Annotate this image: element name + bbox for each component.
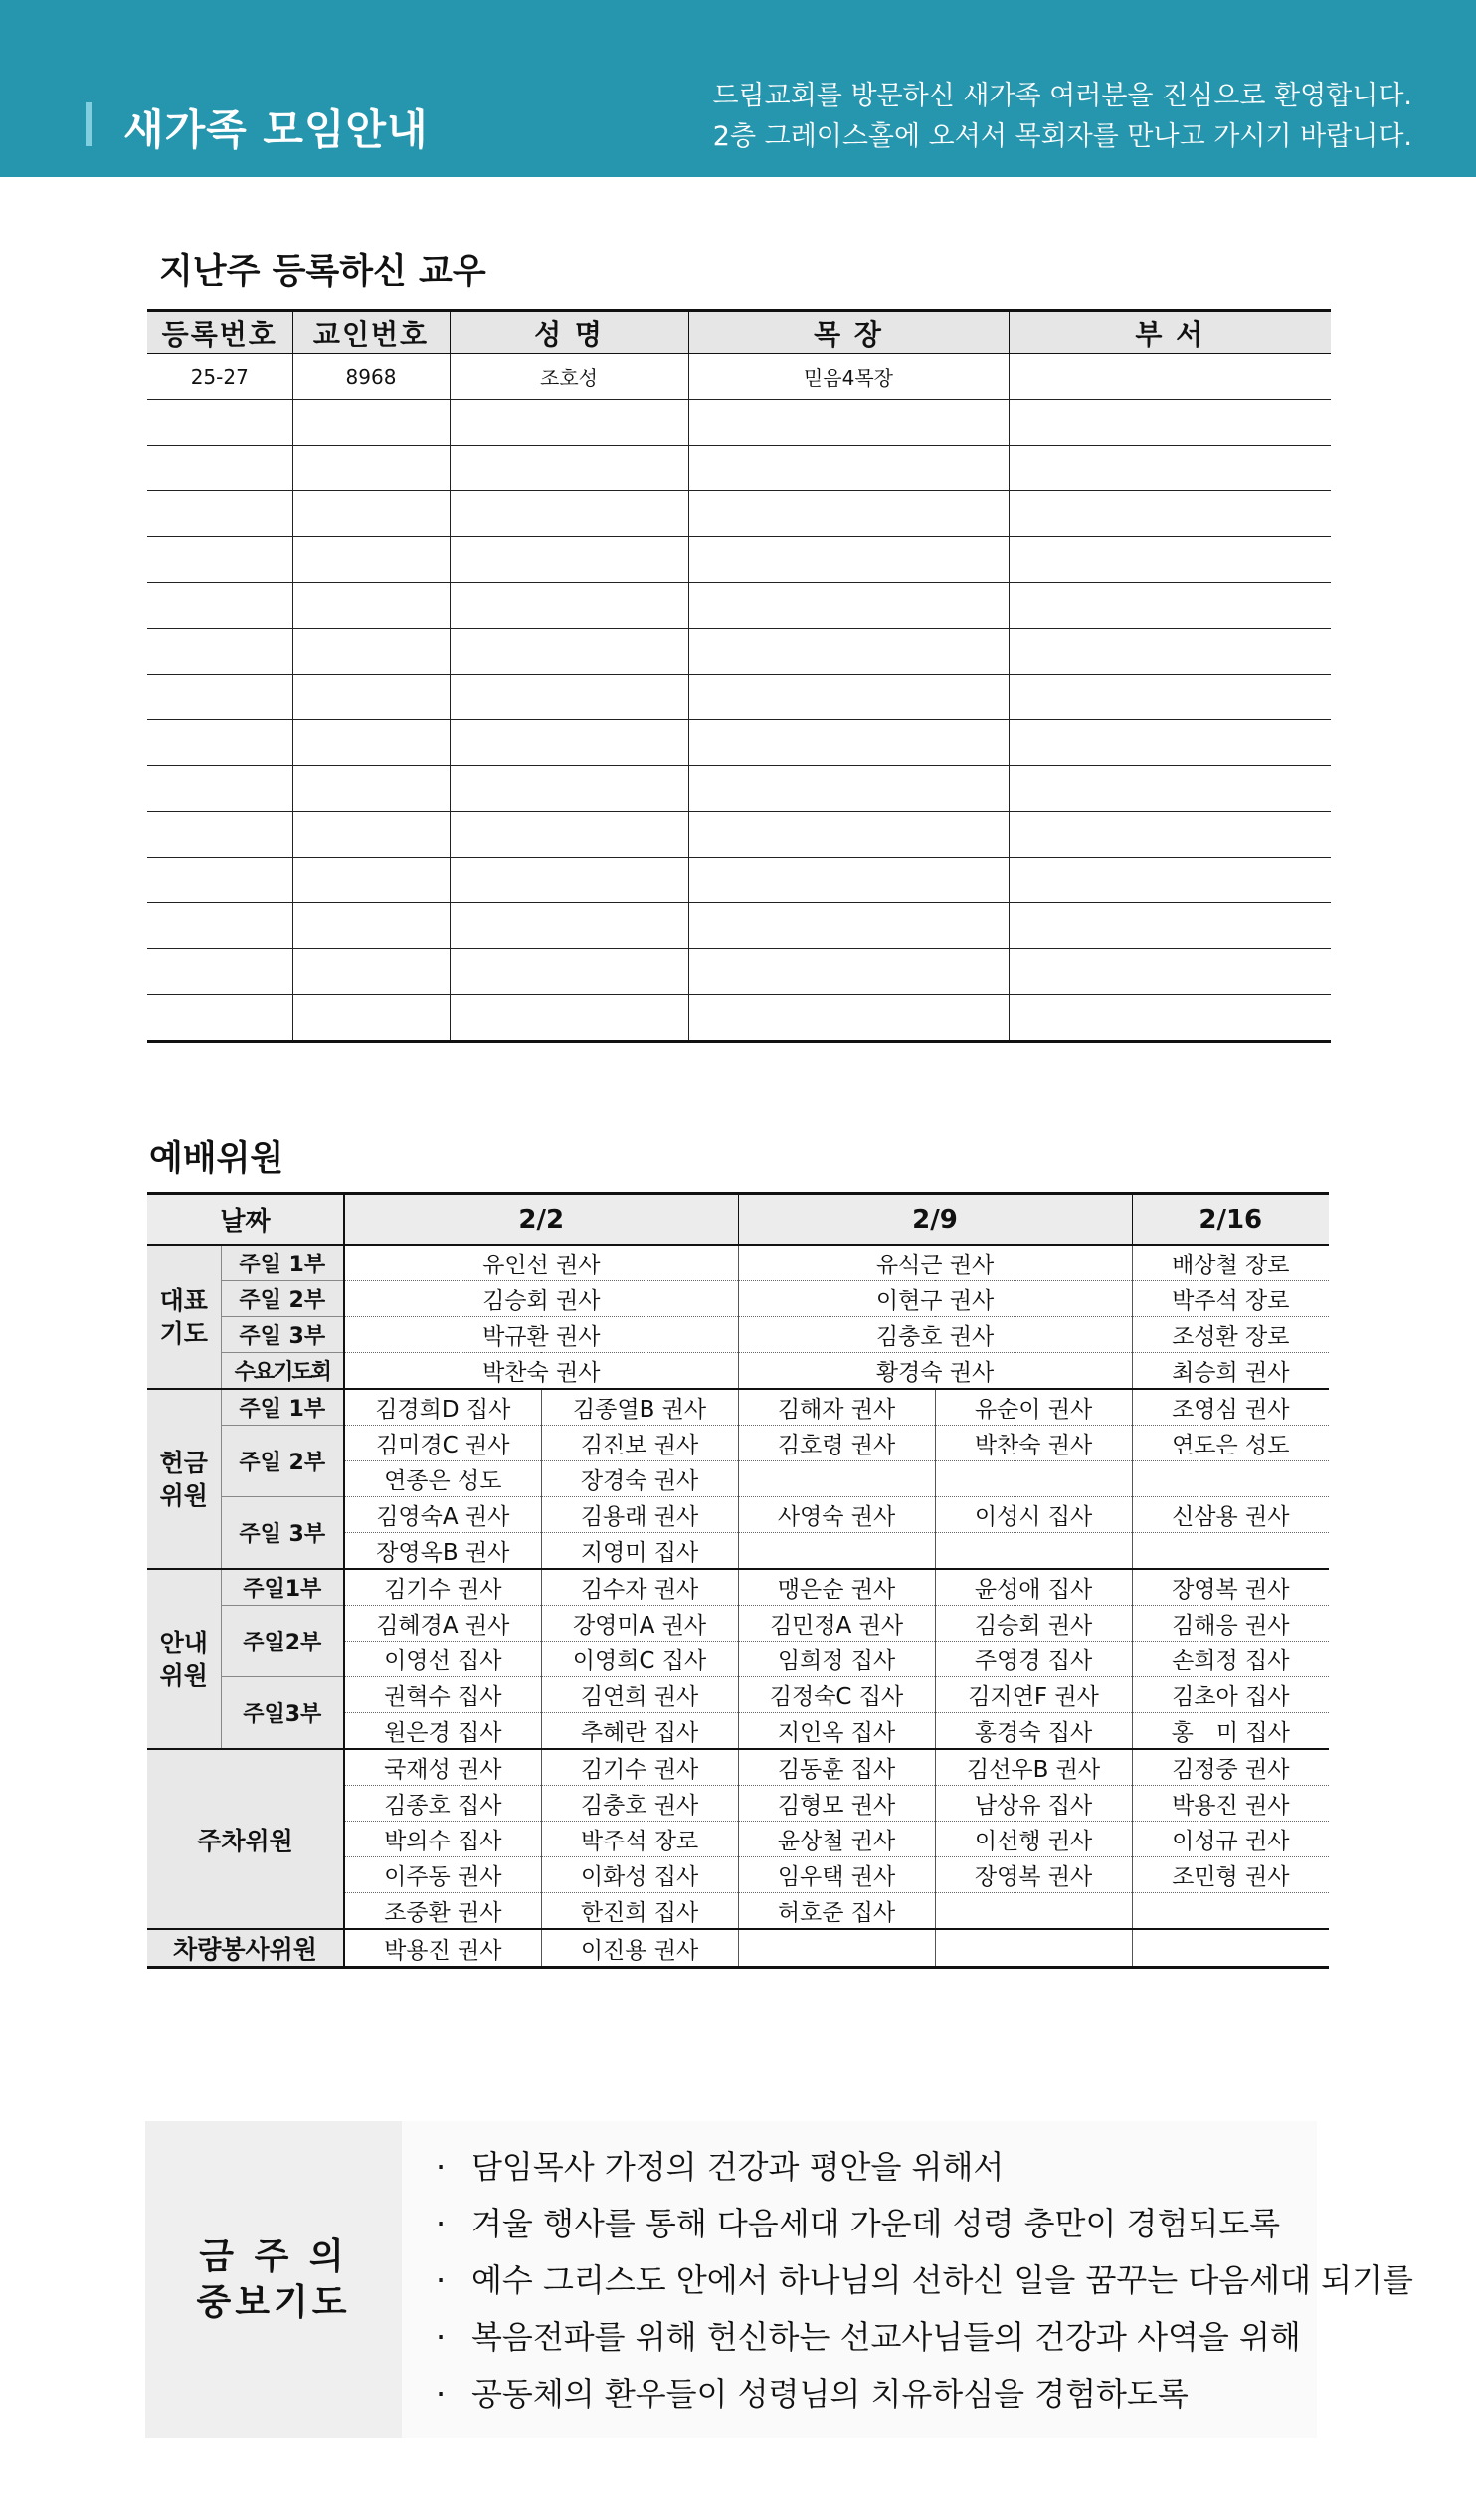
table-row: [147, 1317, 1329, 1353]
table-row: [147, 1353, 1329, 1390]
column-header: 목 장: [688, 311, 1009, 354]
person-cell: 박찬숙 권사: [935, 1426, 1132, 1461]
table-row: [147, 766, 1331, 812]
person-cell: 국재성 권사: [344, 1749, 541, 1786]
table-cell: [1009, 949, 1331, 995]
person-cell: 이현구 권사: [738, 1281, 1132, 1317]
person-cell: 사영숙 권사: [738, 1497, 935, 1533]
table-cell: [1009, 629, 1331, 675]
group-label-offering: 헌금 위원: [147, 1389, 221, 1569]
person-cell: 조성환 장로: [1132, 1317, 1329, 1353]
table-cell: 25-27: [147, 354, 292, 400]
person-cell: 추혜란 집사: [541, 1713, 738, 1750]
person-cell: 이영희C 집사: [541, 1642, 738, 1677]
service-label: 수요기도회: [221, 1353, 344, 1390]
table-cell: [688, 491, 1009, 537]
person-cell: 이화성 집사: [541, 1857, 738, 1893]
table-cell: [147, 766, 292, 812]
table-cell: [688, 720, 1009, 766]
table-cell: [450, 903, 688, 949]
prayer-item: · 겨울 행사를 통해 다음세대 가운데 성령 충만이 경험되도록: [436, 2205, 1281, 2242]
table-cell: [1009, 537, 1331, 583]
person-cell: 허호준 집사: [738, 1893, 935, 1930]
table-cell: [450, 995, 688, 1042]
person-cell: [935, 1929, 1132, 1968]
table-cell: [292, 446, 450, 491]
person-cell: 김연희 권사: [541, 1677, 738, 1713]
table-row: [147, 1426, 1329, 1461]
table-cell: [1009, 491, 1331, 537]
person-cell: 김수자 권사: [541, 1569, 738, 1606]
group-label-parking: 주차위원: [147, 1749, 344, 1929]
service-label: 주일 3부: [221, 1317, 344, 1353]
column-header: 교인번호: [292, 311, 450, 354]
table-cell: [147, 812, 292, 858]
table-cell: [688, 675, 1009, 720]
table-cell: [292, 720, 450, 766]
person-cell: 임우택 권사: [738, 1857, 935, 1893]
table-cell: [292, 675, 450, 720]
person-cell: 김충호 권사: [738, 1317, 1132, 1353]
person-cell: 한진희 집사: [541, 1893, 738, 1930]
table-cell: [688, 400, 1009, 446]
table-cell: [292, 949, 450, 995]
person-cell: 유순이 권사: [935, 1389, 1132, 1426]
person-cell: 김영숙A 권사: [344, 1497, 541, 1533]
table-cell: [147, 491, 292, 537]
table-cell: [688, 995, 1009, 1042]
person-cell: 유석근 권사: [738, 1245, 1132, 1281]
person-cell: 이성규 권사: [1132, 1822, 1329, 1857]
person-cell: 지영미 집사: [541, 1533, 738, 1570]
table-cell: [1009, 583, 1331, 629]
person-cell: [935, 1533, 1132, 1570]
table-cell: [450, 491, 688, 537]
person-cell: 김용래 권사: [541, 1497, 738, 1533]
table-cell: [450, 446, 688, 491]
service-label: 주일 1부: [221, 1389, 344, 1426]
person-cell: [738, 1929, 935, 1968]
table-cell: [450, 629, 688, 675]
service-label: 주일1부: [221, 1569, 344, 1606]
date-label: 날짜: [147, 1194, 344, 1246]
person-cell: [1132, 1461, 1329, 1497]
person-cell: 장영복 권사: [935, 1857, 1132, 1893]
header-accent-bar: [86, 102, 92, 146]
table-cell: [450, 858, 688, 903]
person-cell: 김종열B 권사: [541, 1389, 738, 1426]
person-cell: 이성시 집사: [935, 1497, 1132, 1533]
table-cell: [147, 400, 292, 446]
person-cell: 원은경 집사: [344, 1713, 541, 1750]
group-label-vehicle: 차량봉사위원: [147, 1929, 344, 1968]
table-row: [147, 903, 1331, 949]
table-cell: [688, 766, 1009, 812]
person-cell: 홍경숙 집사: [935, 1713, 1132, 1750]
person-cell: [738, 1461, 935, 1497]
person-cell: 김정숙C 집사: [738, 1677, 935, 1713]
table-cell: 조호성: [450, 354, 688, 400]
bullet: ·: [436, 2318, 447, 2356]
table-cell: [292, 995, 450, 1042]
column-header: 등록번호: [147, 311, 292, 354]
person-cell: 김동훈 집사: [738, 1749, 935, 1786]
table-row: [147, 1606, 1329, 1642]
person-cell: 김충호 권사: [541, 1786, 738, 1822]
person-cell: 장영복 권사: [1132, 1569, 1329, 1606]
person-cell: [935, 1461, 1132, 1497]
table-row: [147, 675, 1331, 720]
person-cell: 강영미A 권사: [541, 1606, 738, 1642]
table-row: [147, 1389, 1329, 1426]
person-cell: 김기수 권사: [541, 1749, 738, 1786]
page-title: 새가족 모임안내: [123, 105, 429, 154]
service-label: 주일 1부: [221, 1245, 344, 1281]
table-cell: [1009, 354, 1331, 400]
date-header-row: [147, 1194, 1329, 1246]
table-cell: [450, 766, 688, 812]
bullet: ·: [436, 2261, 447, 2299]
prayer-label-line-2: 중보기도: [196, 2281, 351, 2323]
table-row: [147, 400, 1331, 446]
person-cell: 홍 미 집사: [1132, 1713, 1329, 1750]
person-cell: 조중환 권사: [344, 1893, 541, 1930]
registration-table: [147, 309, 1331, 1043]
table-row: [147, 720, 1331, 766]
person-cell: 지인옥 집사: [738, 1713, 935, 1750]
table-row: [147, 583, 1331, 629]
table-cell: [292, 766, 450, 812]
header-banner: [0, 0, 1476, 177]
table-cell: [147, 720, 292, 766]
table-cell: [1009, 812, 1331, 858]
service-label: 주일 2부: [221, 1426, 344, 1497]
table-cell: [292, 491, 450, 537]
table-cell: [1009, 446, 1331, 491]
registration-header-row: [147, 311, 1331, 354]
person-cell: 김기수 권사: [344, 1569, 541, 1606]
table-row: [147, 858, 1331, 903]
table-row: [147, 1929, 1329, 1968]
person-cell: 김혜경A 권사: [344, 1606, 541, 1642]
table-cell: [450, 675, 688, 720]
table-cell: [147, 629, 292, 675]
table-row: [147, 812, 1331, 858]
prayer-item: · 예수 그리스도 안에서 하나님의 선하신 일을 꿈꾸는 다음세대 되기를: [436, 2261, 1413, 2299]
prayer-item: · 공동체의 환우들이 성령님의 치유하심을 경험하도록: [436, 2375, 1189, 2413]
person-cell: 김승회 권사: [935, 1606, 1132, 1642]
person-cell: 연도은 성도: [1132, 1426, 1329, 1461]
table-cell: [1009, 400, 1331, 446]
service-label: 주일3부: [221, 1677, 344, 1750]
table-cell: [292, 903, 450, 949]
prayer-item: · 담임목사 가정의 건강과 평안을 위해서: [436, 2148, 1005, 2186]
person-cell: 주영경 집사: [935, 1642, 1132, 1677]
person-cell: 김형모 권사: [738, 1786, 935, 1822]
person-cell: 임희정 집사: [738, 1642, 935, 1677]
person-cell: 박주석 장로: [1132, 1281, 1329, 1317]
date-column: 2/9: [738, 1194, 1132, 1246]
person-cell: 김지연F 권사: [935, 1677, 1132, 1713]
person-cell: 김종호 집사: [344, 1786, 541, 1822]
person-cell: 조민형 권사: [1132, 1857, 1329, 1893]
service-label: 주일 2부: [221, 1281, 344, 1317]
prayer-item: · 복음전파를 위해 헌신하는 선교사님들의 건강과 사역을 위해: [436, 2318, 1301, 2356]
table-cell: [1009, 720, 1331, 766]
person-cell: 맹은순 권사: [738, 1569, 935, 1606]
person-cell: 박용진 권사: [1132, 1786, 1329, 1822]
table-row: [147, 491, 1331, 537]
person-cell: 장영옥B 권사: [344, 1533, 541, 1570]
table-cell: [292, 400, 450, 446]
table-cell: [292, 858, 450, 903]
table-row: [147, 1245, 1329, 1281]
table-cell: [147, 949, 292, 995]
table-row: [147, 995, 1331, 1042]
table-cell: [1009, 995, 1331, 1042]
table-cell: [450, 583, 688, 629]
table-cell: [147, 858, 292, 903]
welcome-line-2: 2층 그레이스홀에 오셔서 목회자를 만나고 가시기 바랍니다.: [712, 121, 1412, 152]
person-cell: 남상유 집사: [935, 1786, 1132, 1822]
table-cell: [147, 583, 292, 629]
prayer-label-line-1: 금 주 의: [199, 2235, 348, 2277]
date-column: 2/2: [344, 1194, 738, 1246]
person-cell: [738, 1533, 935, 1570]
table-cell: [688, 583, 1009, 629]
table-cell: [147, 446, 292, 491]
person-cell: 박주석 장로: [541, 1822, 738, 1857]
person-cell: 이진용 권사: [541, 1929, 738, 1968]
table-cell: [147, 995, 292, 1042]
person-cell: 박용진 권사: [344, 1929, 541, 1968]
person-cell: 김경희D 집사: [344, 1389, 541, 1426]
person-cell: 이선행 권사: [935, 1822, 1132, 1857]
table-cell: [147, 675, 292, 720]
table-row: [147, 1497, 1329, 1533]
table-cell: [688, 949, 1009, 995]
person-cell: 김해응 권사: [1132, 1606, 1329, 1642]
person-cell: 김선우B 권사: [935, 1749, 1132, 1786]
table-cell: [1009, 858, 1331, 903]
group-label-usher: 안내 위원: [147, 1569, 221, 1749]
table-cell: [1009, 675, 1331, 720]
person-cell: 권혁수 집사: [344, 1677, 541, 1713]
prayer-box-label: [145, 2121, 402, 2438]
person-cell: 조영심 권사: [1132, 1389, 1329, 1426]
bullet: ·: [436, 2375, 447, 2413]
table-cell: [147, 903, 292, 949]
table-cell: [1009, 903, 1331, 949]
table-row: [147, 1749, 1329, 1786]
person-cell: 김미경C 권사: [344, 1426, 541, 1461]
bullet: ·: [436, 2205, 447, 2242]
service-label: 주일2부: [221, 1606, 344, 1677]
bullet: ·: [436, 2148, 447, 2186]
table-row: [147, 1677, 1329, 1713]
column-header: 부 서: [1009, 311, 1331, 354]
intercessory-prayer-box: [145, 2121, 1413, 2438]
service-label: 주일 3부: [221, 1497, 344, 1570]
table-cell: 믿음4목장: [688, 354, 1009, 400]
welcome-message: [712, 76, 1412, 157]
person-cell: 윤상철 권사: [738, 1822, 935, 1857]
table-cell: [147, 537, 292, 583]
table-cell: [688, 537, 1009, 583]
person-cell: 신삼용 권사: [1132, 1497, 1329, 1533]
person-cell: 배상철 장로: [1132, 1245, 1329, 1281]
person-cell: 장경숙 권사: [541, 1461, 738, 1497]
registration-title: 지난주 등록하신 교우: [159, 252, 486, 291]
table-cell: [688, 903, 1009, 949]
table-cell: [1009, 766, 1331, 812]
person-cell: 박규환 권사: [344, 1317, 738, 1353]
table-row: [147, 446, 1331, 491]
table-row: [147, 629, 1331, 675]
table-cell: [688, 858, 1009, 903]
person-cell: 김정중 권사: [1132, 1749, 1329, 1786]
person-cell: 손희정 집사: [1132, 1642, 1329, 1677]
welcome-line-1: 드림교회를 방문하신 새가족 여러분을 진심으로 환영합니다.: [712, 81, 1412, 111]
person-cell: 이주동 권사: [344, 1857, 541, 1893]
table-cell: 8968: [292, 354, 450, 400]
table-row: [147, 537, 1331, 583]
person-cell: 황경숙 권사: [738, 1353, 1132, 1390]
person-cell: [1132, 1533, 1329, 1570]
person-cell: 연종은 성도: [344, 1461, 541, 1497]
table-cell: [450, 720, 688, 766]
table-cell: [450, 949, 688, 995]
prayer-list: [402, 2121, 1413, 2438]
person-cell: 최승희 권사: [1132, 1353, 1329, 1390]
worship-committee-title: 예배위원: [149, 1139, 284, 1179]
group-label-prayer: 대표 기도: [147, 1245, 221, 1389]
person-cell: [1132, 1893, 1329, 1930]
person-cell: 김초아 집사: [1132, 1677, 1329, 1713]
person-cell: 김진보 권사: [541, 1426, 738, 1461]
person-cell: 김민정A 권사: [738, 1606, 935, 1642]
person-cell: 유인선 권사: [344, 1245, 738, 1281]
worship-committee-table: [147, 1192, 1329, 1969]
table-cell: [292, 812, 450, 858]
table-cell: [450, 812, 688, 858]
table-cell: [688, 446, 1009, 491]
table-row: [147, 1281, 1329, 1317]
person-cell: 이영선 집사: [344, 1642, 541, 1677]
person-cell: 윤성애 집사: [935, 1569, 1132, 1606]
person-cell: [935, 1893, 1132, 1930]
person-cell: 김해자 권사: [738, 1389, 935, 1426]
person-cell: [1132, 1929, 1329, 1968]
date-column: 2/16: [1132, 1194, 1329, 1246]
table-cell: [292, 583, 450, 629]
table-cell: [292, 629, 450, 675]
person-cell: 김승회 권사: [344, 1281, 738, 1317]
person-cell: 박찬숙 권사: [344, 1353, 738, 1390]
table-cell: [688, 629, 1009, 675]
table-cell: [688, 812, 1009, 858]
table-row: [147, 1569, 1329, 1606]
table-row: [147, 949, 1331, 995]
table-cell: [450, 400, 688, 446]
table-row: [147, 354, 1331, 400]
person-cell: 김호령 권사: [738, 1426, 935, 1461]
table-cell: [450, 537, 688, 583]
table-cell: [292, 537, 450, 583]
column-header: 성 명: [450, 311, 688, 354]
person-cell: 박의수 집사: [344, 1822, 541, 1857]
